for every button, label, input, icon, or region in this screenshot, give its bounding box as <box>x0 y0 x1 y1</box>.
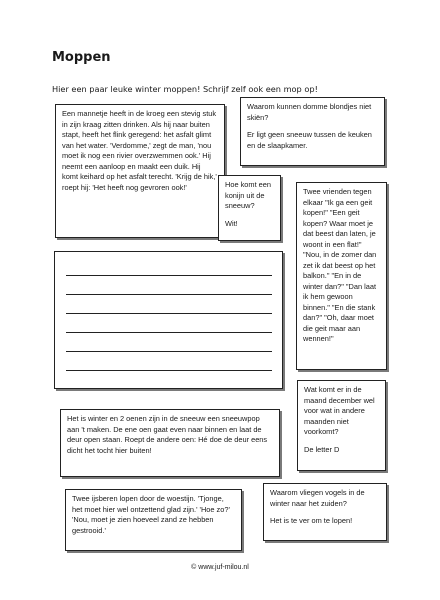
joke-box-geit <box>296 182 387 370</box>
copyright-footer: © www.juf-milou.nl <box>191 564 249 571</box>
writing-line <box>66 351 272 352</box>
writing-line <box>66 275 272 276</box>
joke-answer: Er ligt geen sneeuw tussen de keuken en de slaapkamer. <box>247 130 372 150</box>
joke-box-vogels <box>263 483 387 541</box>
joke-box-december <box>297 380 386 471</box>
writing-line <box>66 313 272 314</box>
writing-line <box>66 332 272 333</box>
joke-text: Twee ijsberen lopen door de woestijn. 'Tjonge, het moet hier wel ontzettend glad zijn.' 'Hoe zo?' 'Nou, moet je zien hoeveel zand ze hebben gestrooid.' <box>72 494 230 535</box>
joke-text: Twee vrienden tegen elkaar "Ik ga een geit kopen!" "Een geit kopen? Waar moet je dat beest dan laten, je woont in een flat!" "Nou, in de zomer dan zet ik dat beest op het balkon." "En in de winter dan?" "Dan laat ik hem gewoon binnen." "En die stank dan?" "Oh, daar moet die geit maar aan wennen!" <box>303 187 377 344</box>
writing-line <box>66 294 272 295</box>
joke-box-blondjes <box>240 97 385 166</box>
joke-box-kroeg <box>55 104 225 238</box>
page-title: Moppen <box>52 50 111 65</box>
joke-answer: De letter D <box>304 444 340 454</box>
page-subtitle: Hier een paar leuke winter moppen! Schrijf zelf ook een mop op! <box>52 84 318 94</box>
joke-question: Waarom vliegen vogels in de winter naar het zuiden? <box>270 488 365 508</box>
write-your-own-box[interactable] <box>54 251 283 389</box>
joke-box-konijn <box>218 175 281 241</box>
joke-box-oenen <box>60 409 280 477</box>
joke-box-ijsberen <box>65 489 242 551</box>
joke-answer: Wit! <box>225 218 238 228</box>
writing-line <box>66 370 272 371</box>
joke-question: Hoe komt een konijn uit de sneeuw? <box>225 180 272 211</box>
joke-question: Waarom kunnen domme blondjes niet skiën? <box>247 102 372 122</box>
joke-question: Wat komt er in de maand december wel voor wat in andere maanden niet voorkomt? <box>304 385 375 437</box>
joke-answer: Het is te ver om te lopen! <box>270 516 353 526</box>
joke-text: Het is winter en 2 oenen zijn in de sneeuw een sneeuwpop aan 't maken. De ene oen gaat even naar binnen en laat de deur open staan. Roept de andere oen: Hé doe de deur eens dicht het tocht hier buiten! <box>67 414 268 455</box>
joke-text: Een mannetje heeft in de kroeg een stevig stuk in zijn kraag zitten drinken. Als hij naar buiten stapt, heeft het flink geregend: het asfalt glimt van het water. 'Verdomme,' zegt de man, 'nou moet ik nog een rivier overzwemmen ook.' Hij neemt een aanloop en maakt een duik. Hij komt keihard op het asfalt terecht. 'Krijg de hik,' roept hij: 'Het heeft nog gevroren ook!' <box>62 109 217 192</box>
